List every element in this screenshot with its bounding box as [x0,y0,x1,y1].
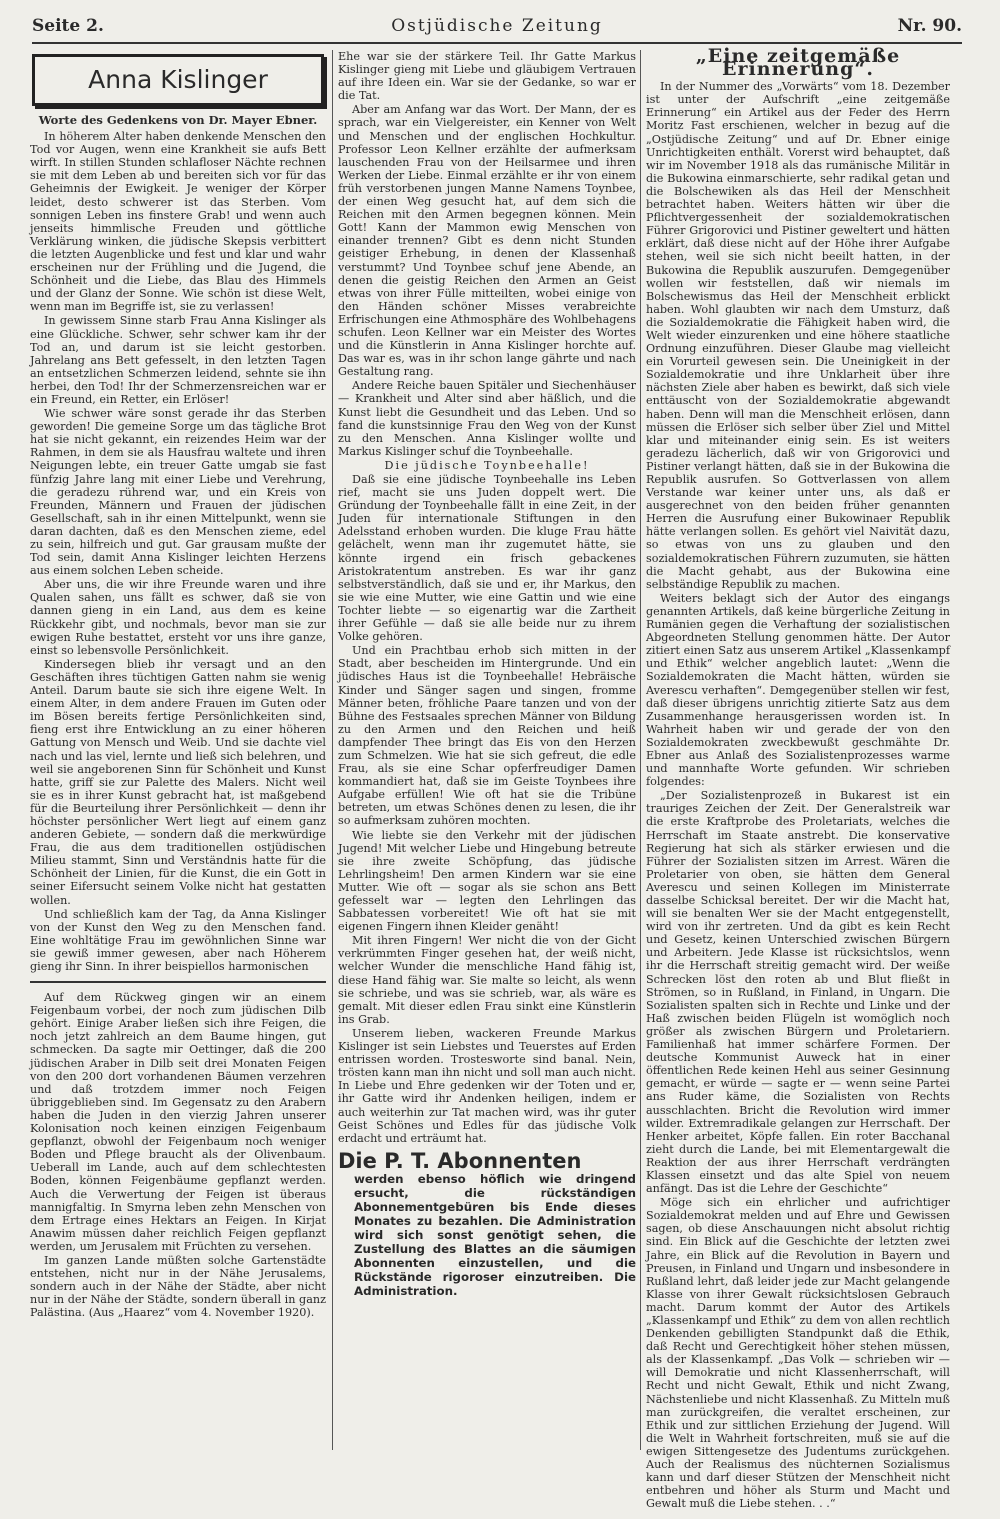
paragraph: Wie liebte sie den Verkehr mit der jüdischen Jugend! Mit welcher Liebe und Hingebung betreute sie ihre zweite Schöpfung, das jüdische Lehrlingsheim! Den armen Kindern war sie eine Mutter. Wie oft — sogar als sie schon ans Bett gefesselt war — legten den Lehrlingen das Sabbatessen vorbereitet! Wie oft hat sie mit eigenen Fingern ihnen Kleider genäht! [338,828,636,934]
masthead [32,14,962,44]
paragraph: Aber am Anfang war das Wort. Der Mann, der es sprach, war ein Vielgereister, ein Kenner von Welt und Menschen und der englischen Hochkultur. Professor Leon Kellner erzählte der aufmerksam lauschenden Frau von der Heilsarmee und ihren Werken der Liebe. Einmal erzählte er ihr von einem früh verstorbenen jungen Manne Namens Toynbee, der einen Weg gesucht hat, auf dem sich die Reichen mit den Armen begegnen können. Mein Gott! Kann der Mammon ewig Menschen von einander trennen? Gibt es denn nicht Stunden geistiger Erhebung, in denen der Klassenhaß verstummt? Und Toynbee schuf jene Abende, an denen die geistig Reichen den Armen an Geist etwas von ihrer Fülle mitteilten, wobei einige von den Händen schöner Misses verabreichte Erfrischungen eine Athmosphäre des Wohlbehagens schufen. Leon Kellner war ein Meister des Wortes und die Künstlerin in Anna Kislinger horchte auf. Das war es, was in ihr schon lange gährte und nach Gestaltung rang. [338,103,636,379]
notice-body: werden ebenso höflich wie dringend ersucht, die rückständigen Abonnementgebüren bis Ende dieses Monates zu bezahlen. Die Administration wird sich sonst genötigt sehen, die Zustellung des Blattes an die säumigen Abonnenten einzustellen, und die Rückstände rigoroser einzutreiben. Die Administration. [354,1171,636,1298]
paragraph: „Der Sozialistenprozeß in Bukarest ist ein trauriges Zeichen der Zeit. Der Generalstreik war die erste Kraftprobe des Proletariats, welches die Herrschaft im Staate anstrebt. Die konservative Regierung hat sich als stärker erwiesen und die Führer der Sozialisten sitzen im Arrest. Wären die Proletarier von oben, sie hätten dem General Averescu und seinen Kollegen im Ministerrate dasselbe Schicksal bereitet. Der wir die Macht hat, will sie benalten Wer sie der Macht entgegenstellt, wird von ihr zertreten. Und da gibt es kein Recht und Gesetz, keinen Unterschied zwischen Bürgern und Arbeitern. Jede Klasse ist rücksichtslos, wenn ihr die Herrschaft streitig gemacht wird. Der weiße Schrecken löst den roten ab und Blut fließt in Strömen, so in Rußland, in Finland, in Ungarn. Die Sozialisten spalten sich in Rechte und Linke und der Haß zwischen beiden Flügeln ist womöglich noch größer als zwischen Bürgern und Proletariern. Familienhaß hat immer schärfere Formen. Der deutsche Kommunist Auweck hat in einer öffentlichen Rede keinen Hehl aus seiner Gesinnung gemacht, er würde — sagte er — wenn seine Partei ans Ruder käme, die Sozialisten von Rechts ausschlachten. Bricht die Revolution wird immer wilder. Extremradikale gelangen zur Herrschaft. Der Henker arbeitet, Köpfe fallen. Ein roter Bacchanal zieht durch die Lande, bei mit Elementargewalt die Reaktion der aus ihrer Herrschaft verdrängten Klassen einsetzt und das alte Spiel von neuem anfängt. Das ist die Lehre der Geschichte“ [646,789,950,1196]
column-3 [646,45,950,1511]
page-label: Seite 2. [32,16,104,36]
paragraph: Unserem lieben, wackeren Freunde Markus Kislinger ist sein Liebstes und Teuerstes auf Erden entrissen worden. Trostesworte sind banal. Nein, trösten kann man ihn nicht und soll man auch nicht. In Liebe und Ehre gedenken wir der Toten und er, ihr Gatte wird ihr Andenken heiligen, indem er auch weiterhin zur Tat machen wird, was ihr guter Geist Schönes und Edles für das jüdische Volk erdacht und erträumt hat. [338,1026,636,1145]
article-title-box [32,54,324,106]
byline: Worte des Gedenkens von Dr. Mayer Ebner. [38,113,318,127]
paragraph: Kindersegen blieb ihr versagt und an den Geschäften ihres tüchtigen Gatten nahm sie wenig Anteil. Darum baute sie sich ihre eigene Welt. In einem Alter, in dem andere Frauen im Guten oder im Bösen bereits fertige Persönlichkeiten sind, fieng erst ihre Entwicklung an zu einer höheren Gattung von Mensch und Weib. Und sie dachte viel nach und las viel, lernte und ließ sich belehren, und weil sie angeborenen Sinn für Schönheit und Kunst hatte, griff sie zur Palette des Malers. Nicht weil sie es in ihrer Kunst gebracht hat, ist maßgebend für die Beurteilung ihrer Persönlichkeit — denn ihr höchster persönlicher Wert liegt auf einem ganz anderen Gebiete, — sondern daß die merkwürdige Frau, die aus dem traditionellen ostjüdischen Milieu stammt, Sinn und Verständnis hatte für die Schönheit der Linien, für die Kunst, die ein Gott in seiner Eifersucht seinem Volke nicht hat gestatten wollen. [30,657,326,907]
paragraph: In höherem Alter haben denkende Menschen den Tod vor Augen, wenn eine Krankheit sie aufs Bett wirft. In stillen Stunden schlafloser Nächte rechnen sie mit dem Leben ab und bereiten sich vor für das Geheimnis der Ewigkeit. Je weniger der Körper leidet, desto schwerer ist das Sterben. Vom sonnigen Leben ins finstere Grab! und wenn auch jenseits himmlische Freuden und göttliche Verklärung winken, die jüdische Skepsis verbittert die letzten Augenblicke und fest und klar und wahr erscheinen nur der Frühling und die Jugend, die Schönheit und die Liebe, das Blau des Himmels und der Glanz der Sonne. Wie schön ist diese Welt, wenn man im Begriffe ist, sie zu verlassen! [30,130,326,314]
paragraph: Wie schwer wäre sonst gerade ihr das Sterben geworden! Die gemeine Sorge um das tägliche Brot hat sie nicht gekannt, ein reizendes Heim war der Rahmen, in dem sie als Hausfrau waltete und ihren Neigungen lebte, ein treuer Gatte umgab sie fast fünfzig Jahre lang mit einer Liebe und Verehrung, die geradezu rührend war, und ein Kreis von Freunden, Männern und Frauen der jüdischen Gesellschaft, sah in ihr einen Mittelpunkt, wenn sie daran dachten, daß es den Menschen zieme, edel zu sein, hilfreich und gut. Gar grausam mußte der Tod sein, damit Anna Kislinger leichten Herzens aus einem solchen Leben scheide. [30,407,326,578]
paragraph: Und ein Prachtbau erhob sich mitten in der Stadt, aber bescheiden im Hintergrunde. Und ein jüdisches Haus ist die Toynbeehalle! Hebräische Kinder und Sänger sagen und singen, fromme Männer beten, fröhliche Paare tanzen und von der Bühne des Festsaales sprechen Männer von Bildung zu den Armen und den Reichen und heiß dampfender Thee bringt das Eis von den Herzen zum Schmelzen. Wie hat sie sich gefreut, die edle Frau, als sie eine Schar opferfreudiger Damen kommandiert hat, daß sie im Geiste Toynbees ihre Aufgabe erfüllen! Wie oft hat sie die Tribüne betreten, um etwas Schönes denen zu lesen, die ihr so aufmerksam zuhören mochten. [338,644,636,828]
paragraph: Auf dem Rückweg gingen wir an einem Feigenbaum vorbei, der noch zum jüdischen Dilb gehört. Einige Araber ließen sich ihre Feigen, die noch jetzt zahlreich an dem Baume hingen, gut schmecken. Da sagte mir Oettinger, daß die 200 jüdischen Araber in Dilb seit drei Monaten Feigen von den 200 dort vorhandenen Bäumen verzehren und daß trotzdem immer noch Feigen übriggeblieben sind. Im Gegensatz zu den Arabern haben die Juden in den vierzig Jahren unserer Kolonisation noch keinen einzigen Feigenbaum gepflanzt, obwohl der Feigenbaum noch weniger Boden und Pflege braucht als der Olivenbaum. Ueberall im Lande, auch auf dem schlechtesten Boden, können Feigenbäume gepflanzt werden. Auch die Verwertung der Feigen ist überaus mannigfaltig. In Smyrna leben zehn Menschen von dem Ertrage eines Hektars an Feigen. In Kirjat Anawim müssen daher reichlich Feigen gepflanzt werden, um Jerusalem mit Früchten zu versehen. [30,991,326,1253]
paper-name: Ostjüdische Zeitung [391,16,603,36]
section-divider [30,981,326,983]
column-rule [332,50,333,1450]
notice-title: Die P. T. Abonnenten [338,1148,582,1173]
article-title: Anna Kislinger [88,65,268,95]
paragraph: Ehe war sie der stärkere Teil. Ihr Gatte Markus Kislinger gieng mit Liebe und gläubigem Vertrauen auf ihre Ideen ein. War sie der Gedanke, so war er die Tat. [338,50,636,103]
column-2 [338,50,636,1470]
column-rule [640,50,641,1450]
paragraph: Möge sich ein ehrlicher und aufrichtiger Sozialdemokrat melden und auf Ehre und Gewissen sagen, ob diese Anschauungen nicht absolut richtig sind. Ein Blick auf die Geschichte der letzten zwei Jahre, ein Blick auf die Revolution in Bayern und Preusen, in Finland und Ungarn und insbesondere in Rußland lehrt, daß leider jede zur Macht gelangende Klasse von ihrer Gewalt rücksichtslosen Gebrauch macht. Darum kommt der Autor des Artikels „Klassenkampf und Ethik“ zu dem von allen rechtlich Denkenden gebilligten Standpunkt daß die Ethik, daß Recht und Gerechtigkeit höher stehen müssen, als der Klassenkampf. „Das Volk — schrieben wir — will Demokratie und nicht Klassenherrschaft, will Recht und nicht Gewalt, Ethik und nicht Zwang, Nächstenliebe und nicht Klassenhaß. Zu Mitteln muß man zurückgreifen, die veraltet erscheinen, zur Ethik und zur sittlichen Erziehung der Jugend. Will die Welt in Wahrheit fortschreiten, muß sie auf die ewigen Sittengesetze des Judentums zurückgehen. Auch der Realismus des nüchternen Sozialismus kann und darf dieser Stützen der Menschheit nicht entbehren und höher als Sturm und Macht und Gewalt muß die Liebe stehen. . .“ [646,1196,950,1511]
paragraph: Und schließlich kam der Tag, da Anna Kislinger von der Kunst den Weg zu den Menschen fand. Eine wohltätige Frau im gewöhnlichen Sinne war sie gewiß immer gewesen, aber nach Höherem gieng ihr Sinn. In ihrer beispiellos harmonischen [30,907,326,973]
paragraph: Im ganzen Lande müßten solche Gartenstädte entstehen, nicht nur in der Nähe Jerusalems, sondern auch in der Nähe der Städte, aber nicht nur in der Nähe der Städte, sondern überall in ganz Palästina. (Aus „Haarez“ vom 4. November 1920). [30,1253,326,1320]
paragraph: Mit ihren Fingern! Wer nicht die von der Gicht verkrümmten Finger gesehen hat, der weiß nicht, welcher Wunder die menschliche Hand fähig ist, diese Hand fähig war. Sie malte so leicht, als wenn sie schriebe, und was sie schrieb, war, als wäre es gemalt. Mit dieser edlen Frau sinkt eine Künstlerin ins Grab. [338,934,636,1026]
paragraph: In der Nummer des „Vorwärts“ vom 18. Dezember ist unter der Aufschrift „eine zeitgemäße Erinnerung“ ein Artikel aus der Feder des Herrn Moritz Fast erschienen, welcher in bezug auf die „Ostjüdische Zeitung“ und auf Dr. Ebner einige Unrichtigkeiten enthält. Vorerst wird behauptet, daß wir im November 1918 als das rumänische Militär in die Bukowina einmarschierte, sehr radikal getan und die Bolschewiken als das Heil der Menschheit betrachtet haben. Weiters hätten wir über die Pflichtvergessenheit der sozialdemokratischen Führer Grigorovici und Pistiner geweltert und hätten erklärt, daß diese nicht auf der Höhe ihrer Aufgabe stehen, weil sie sich nicht beeilt hatten, in der Bukowina die Republik auszurufen. Demgegenüber wollen wir feststellen, daß wir niemals im Bolschewismus das Heil der Menschheit erblickt haben. Wohl glaubten wir nach dem Umsturz, daß die Sozialdemokratie die Fähigkeit haben wird, die Welt wieder einzurenken und eine höhere staatliche Ordnung einzuführen. Dieser Glaube mag vielleicht ein Vorurteil gewesen sein. Die Uneinigkeit in der Sozialdemokratie und ihre Unklarheit über ihre nächsten Ziele aber haben es bewirkt, daß sich viele enttäuscht von der Sozialdemokratie abgewandt haben. Denn will man die Menschheit erlösen, dann müssen die Erlöser sich selber über Ziel und Mittel klar und miteinander einig sein. Es ist weiters geradezu lächerlich, daß wir von Grigorovici und Pistiner verlangt hätten, daß sie in der Bukowina die Republik ausrufen. So Gottverlassen von allem Verstande war keiner unter uns, als daß er ausgerechnet von den beiden früher genannten Herren die Ausrufung einer Bukowinaer Republik hätte verlangen sollen. Es gehört viel Naivität dazu, so etwas von uns zu glauben und den sozialdemokratischen Führern zuzumuten, sie hätten die Macht gehabt, aus der Bukowina eine selbständige Republik zu machen. [646,80,950,591]
issue-number: Nr. 90. [897,16,962,36]
paragraph: Weiters beklagt sich der Autor des eingangs genannten Artikels, daß keine bürgerliche Zeitung in Rumänien gegen die Verhaftung der sozialistischen Abgeordneten Stellung genommen hätte. Der Autor zitiert einen Satz aus unserem Artikel „Klassenkampf und Ethik“ welcher angeblich lautet: „Wenn die Sozialdemokraten die Macht hätten, würden sie Averescu verhaften“. Demgegenüber stellen wir fest, daß dieser übrigens unrichtig zitierte Satz aus dem Zusammenhange herausgerissen worden ist. In Wahrheit haben wir und gerade der von den Sozialdemokraten zweckbewußt geschmähte Dr. Ebner aus Anlaß des Sozialistenprozesses warme und mannhafte Worte gefunden. Wir schrieben folgendes: [646,591,950,789]
article-headline: „Eine zeitgemäße Erinnerung“. [695,45,901,81]
column-1 [30,50,326,1470]
paragraph: Daß sie eine jüdische Toynbeehalle ins Leben rief, macht sie uns Juden doppelt wert. Die Gründung der Toynbeehalle fällt in eine Zeit, in der Juden für internationale Stiftungen in den Adelsstand erhoben wurden. Die kluge Frau hätte gelächelt, wenn man ihr zugemutet hätte, sie könnte irgend ein frisch gebackenes Aristokratentum anstreben. Es war ihr ganz selbstverständlich, daß sie und er, ihr Markus, den sie wie eine Mutter, wie eine Gattin und wie eine Tochter liebte — so eigenartig war die Zartheit ihrer Gefühle — daß sie alle beide nur zu ihrem Volke gehören. [338,473,636,644]
centered-line: Die jüdische Toynbeehalle! [384,458,590,472]
paragraph: Andere Reiche bauen Spitäler und Siechenhäuser — Krankheit und Alter sind aber häßlich, und die Kunst liebt die Gesundheit und das Leben. Und so fand die kunstsinnige Frau den Weg von der Kunst zu den Menschen. Anna Kislinger wollte und Markus Kislinger schuf die Toynbeehalle. [338,379,636,458]
paragraph: Aber uns, die wir ihre Freunde waren und ihre Qualen sahen, uns fällt es schwer, daß sie von dannen gieng in ein Land, aus dem es keine Rückkehr gibt, und nochmals, bevor man sie zur ewigen Ruhe bestattet, ersteht vor uns ihre ganze, einst so lebensvolle Persönlichkeit. [30,578,326,657]
paragraph: In gewissem Sinne starb Frau Anna Kislinger als eine Glückliche. Schwer, sehr schwer kam ihr der Tod an, und darum ist sie leicht gestorben. Jahrelang ans Bett gefesselt, in den letzten Tagen an entsetzlichen Schmerzen leidend, sehnte sie ihn herbei, den Tod! Ihr der Schmerzensreichen war er ein Freund, ein Retter, ein Erlöser! [30,314,326,406]
